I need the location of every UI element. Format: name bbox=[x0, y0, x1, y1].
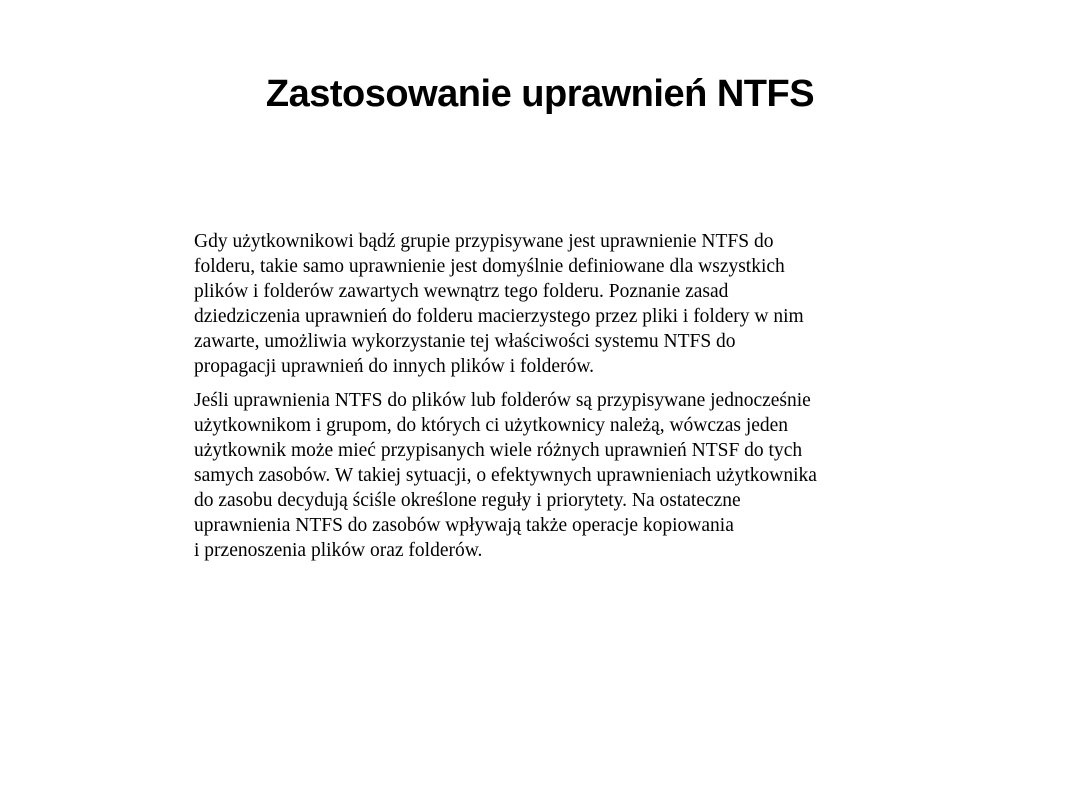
paragraph-line: uprawnienia NTFS do zasobów wpływają także operacje kopiowania bbox=[194, 515, 734, 536]
paragraph-line: Gdy użytkownikowi bądź grupie przypisywane jest uprawnienie NTFS do bbox=[194, 231, 774, 252]
paragraph-line: Jeśli uprawnienia NTFS do plików lub folderów są przypisywane jednocześnie bbox=[194, 390, 811, 411]
paragraph-line: użytkownik może mieć przypisanych wiele różnych uprawnień NTSF do tych bbox=[194, 440, 803, 461]
paragraph-line: użytkownikom i grupom, do których ci użytkownicy należą, wówczas jeden bbox=[194, 415, 789, 436]
paragraph-line: plików i folderów zawartych wewnątrz tego folderu. Poznanie zasad bbox=[194, 281, 729, 302]
slide-title: Zastosowanie uprawnień NTFS bbox=[265, 73, 815, 115]
paragraph-line: i przenoszenia plików oraz folderów. bbox=[194, 540, 483, 561]
paragraph-line: dziedziczenia uprawnień do folderu macierzystego przez pliki i foldery w nim bbox=[194, 306, 804, 327]
paragraph-line: samych zasobów. W takiej sytuacji, o efektywnych uprawnieniach użytkownika bbox=[194, 465, 817, 486]
slide-body bbox=[194, 229, 924, 572]
paragraph-line: folderu, takie samo uprawnienie jest domyślnie definiowane dla wszystkich bbox=[194, 256, 785, 277]
paragraph-line: zawarte, umożliwia wykorzystanie tej właściwości systemu NTFS do bbox=[194, 331, 736, 352]
paragraph-1 bbox=[194, 229, 924, 379]
paragraph-line: do zasobu decydują ściśle określone reguły i priorytety. Na ostateczne bbox=[194, 490, 741, 511]
paragraph-2 bbox=[194, 388, 924, 563]
paragraph-line: propagacji uprawnień do innych plików i folderów. bbox=[194, 356, 595, 377]
